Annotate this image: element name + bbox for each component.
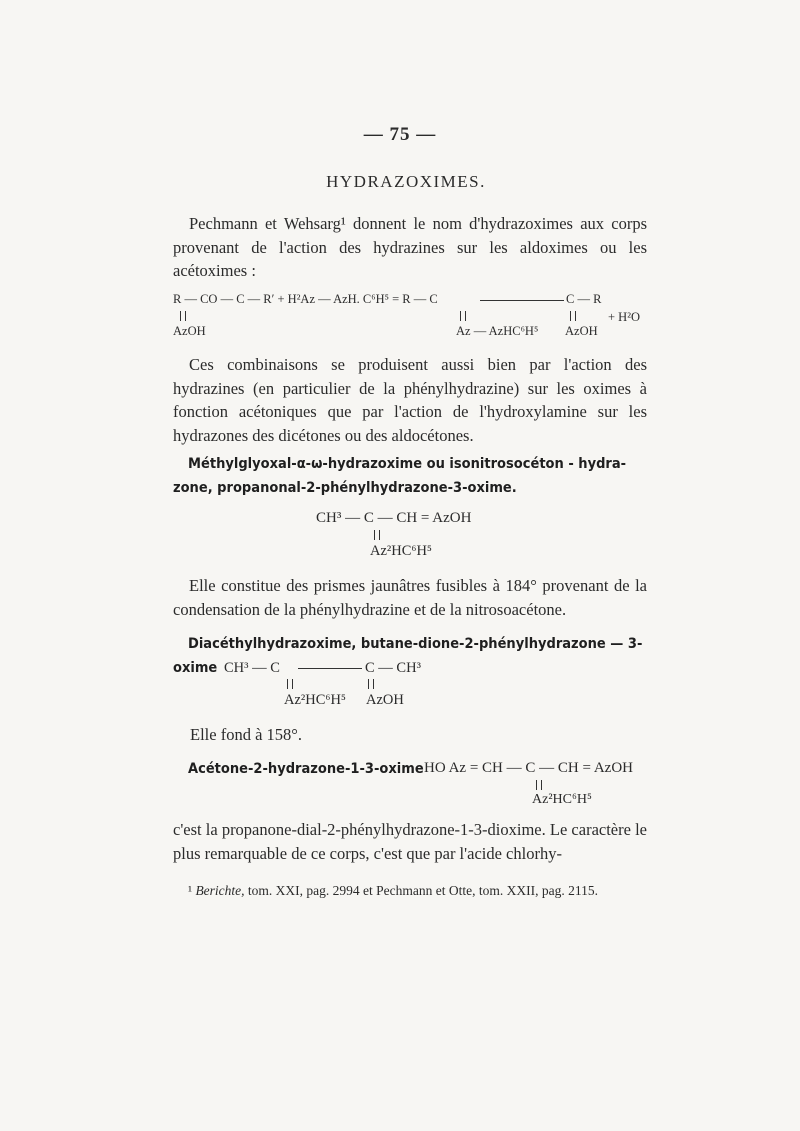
paragraph-3: Elle constitue des prismes jaunâtres fusibles à 184° provenant de la condensation de la phénylhydrazine et de la nitrosoacétone. bbox=[173, 576, 647, 619]
compound-2-bond-line bbox=[298, 668, 362, 669]
reaction-left-sub: AzOH bbox=[173, 324, 206, 338]
compound-2-name-line-1: Diacéthylhydrazoxime, butane-dione-2-phénylhydrazone — 3- bbox=[188, 636, 643, 652]
footnote-text: tom. XXI, pag. 2994 et Pechmann et Otte, tom. XXII, pag. 2115. bbox=[247, 883, 598, 898]
paragraph-5: c'est la propanone-dial-2-phénylhydrazone-1-3-dioxime. Le caractère le plus remarquable de ce corps, c'est que par l'acide chlorhy- bbox=[173, 820, 647, 863]
compound-3-formula: HO Az = CH — C — CH = AzOH bbox=[424, 760, 634, 776]
compound-3-double-bond bbox=[536, 780, 542, 790]
paragraph-2: Ces combinaisons se produisent aussi bien par l'action des hydrazines (en particulier de la phénylhydrazine) sur les oximes à fonction acétoniques que par l'action de l'hydroxylamine sur les hydrazones des dicétones ou des aldocétones. bbox=[173, 355, 647, 445]
compound-2-formula-right: C — CH³ bbox=[365, 660, 421, 676]
compound-2-sub-right: AzOH bbox=[366, 692, 404, 708]
compound-1-name-line-1: Méthylglyoxal-α-ω-hydrazoxime ou isonitrosocéton - hydra- bbox=[188, 456, 627, 472]
reaction-right-end: C — R bbox=[566, 292, 602, 306]
double-bond-1 bbox=[180, 311, 186, 321]
reaction-left-formula: R — CO — C — R′ + H²Az — AzH. C⁶H⁵ = R — C bbox=[173, 292, 438, 306]
compound-1-substituent: Az²HC⁶H⁵ bbox=[370, 543, 432, 559]
reaction-right-sub: AzOH bbox=[565, 324, 598, 338]
compound-1-formula: CH³ — C — CH = AzOH bbox=[316, 510, 472, 526]
reaction-bond-line bbox=[480, 300, 564, 301]
compound-1-name-line-2: zone, propanonal-2-phénylhydrazone-3-oxime. bbox=[173, 480, 517, 496]
paragraph-4: Elle fond à 158°. bbox=[190, 725, 302, 744]
section-title: HYDRAZOXIMES. bbox=[326, 172, 486, 191]
compound-2-sub-left: Az²HC⁶H⁵ bbox=[284, 692, 346, 708]
footnote bbox=[188, 883, 598, 899]
page-number: — 75 — bbox=[363, 124, 437, 145]
double-bond-3 bbox=[570, 311, 576, 321]
compound-2-formula-left: CH³ — C bbox=[224, 660, 280, 676]
reaction-mid-sub: Az — AzHC⁶H⁵ bbox=[456, 324, 539, 338]
intro-paragraph: Pechmann et Wehsarg¹ donnent le nom d'hydrazoximes aux corps provenant de l'action des hydrazines sur les aldoximes ou les acétoximes : bbox=[173, 214, 647, 280]
compound-2-double-bond-right bbox=[368, 679, 374, 689]
compound-2-name-line-2: oxime bbox=[173, 660, 218, 676]
reaction-water: + H²O bbox=[608, 310, 640, 324]
footnote-marker: ¹ bbox=[188, 883, 193, 898]
double-bond-2 bbox=[460, 311, 466, 321]
compound-1-double-bond bbox=[374, 530, 380, 540]
compound-3-name: Acétone-2-hydrazone-1-3-oxime bbox=[188, 761, 424, 777]
footnote-source: Berichte, bbox=[195, 883, 245, 898]
compound-2-double-bond-left bbox=[287, 679, 293, 689]
compound-3-substituent: Az²HC⁶H⁵ bbox=[532, 792, 592, 807]
